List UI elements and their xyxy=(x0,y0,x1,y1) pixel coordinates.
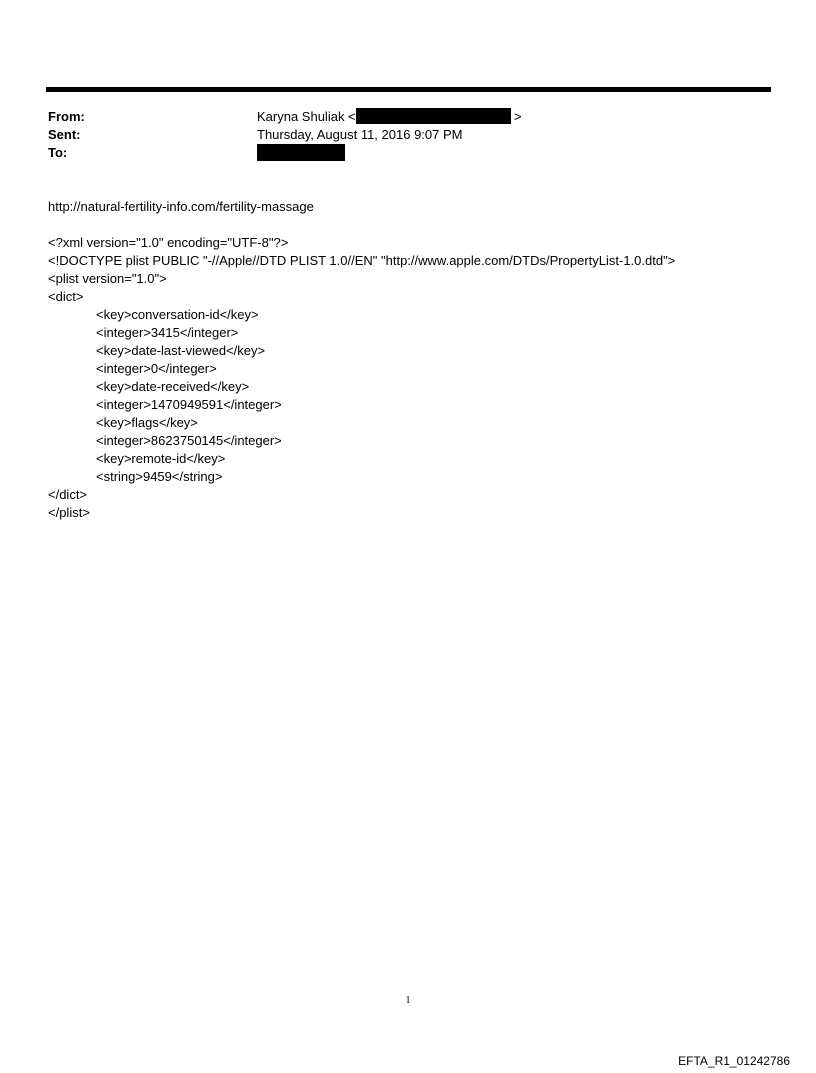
xml-line: <key>date-received</key> xyxy=(96,379,250,394)
xml-line: <string>9459</string> xyxy=(96,469,223,484)
from-email-close: > xyxy=(514,109,522,124)
body-link: http://natural-fertility-info.com/fertility-massage xyxy=(48,199,314,214)
xml-line: </dict> xyxy=(48,487,88,502)
xml-line: <key>date-last-viewed</key> xyxy=(96,343,266,358)
xml-line: <key>remote-id</key> xyxy=(96,451,226,466)
xml-line: </plist> xyxy=(48,505,90,520)
header-rule xyxy=(46,87,771,92)
xml-line: <integer>0</integer> xyxy=(96,361,217,376)
from-name: Karyna Shuliak < xyxy=(257,109,356,124)
xml-line: <plist version="1.0"> xyxy=(48,271,167,286)
sent-label: Sent: xyxy=(48,127,81,142)
to-label: To: xyxy=(48,145,68,160)
sent-value: Thursday, August 11, 2016 9:07 PM xyxy=(257,127,463,142)
xml-line: <dict> xyxy=(48,289,84,304)
xml-line: <key>conversation-id</key> xyxy=(96,307,259,322)
bates-number: EFTA_R1_01242786 xyxy=(678,1054,790,1068)
xml-line: <integer>3415</integer> xyxy=(96,325,239,340)
from-label: From: xyxy=(48,109,85,124)
xml-line: <!DOCTYPE plist PUBLIC "-//Apple//DTD PLIST 1.0//EN" "http://www.apple.com/DTDs/PropertyList-1.0.dtd"> xyxy=(48,253,676,268)
to-recipient-redaction xyxy=(257,144,345,161)
xml-line: <key>flags</key> xyxy=(96,415,198,430)
xml-line: <integer>1470949591</integer> xyxy=(96,397,282,412)
xml-line: <integer>8623750145</integer> xyxy=(96,433,282,448)
xml-line: <?xml version="1.0" encoding="UTF-8"?> xyxy=(48,235,289,250)
page-number: 1 xyxy=(405,995,411,1006)
from-email-redaction xyxy=(356,108,511,124)
